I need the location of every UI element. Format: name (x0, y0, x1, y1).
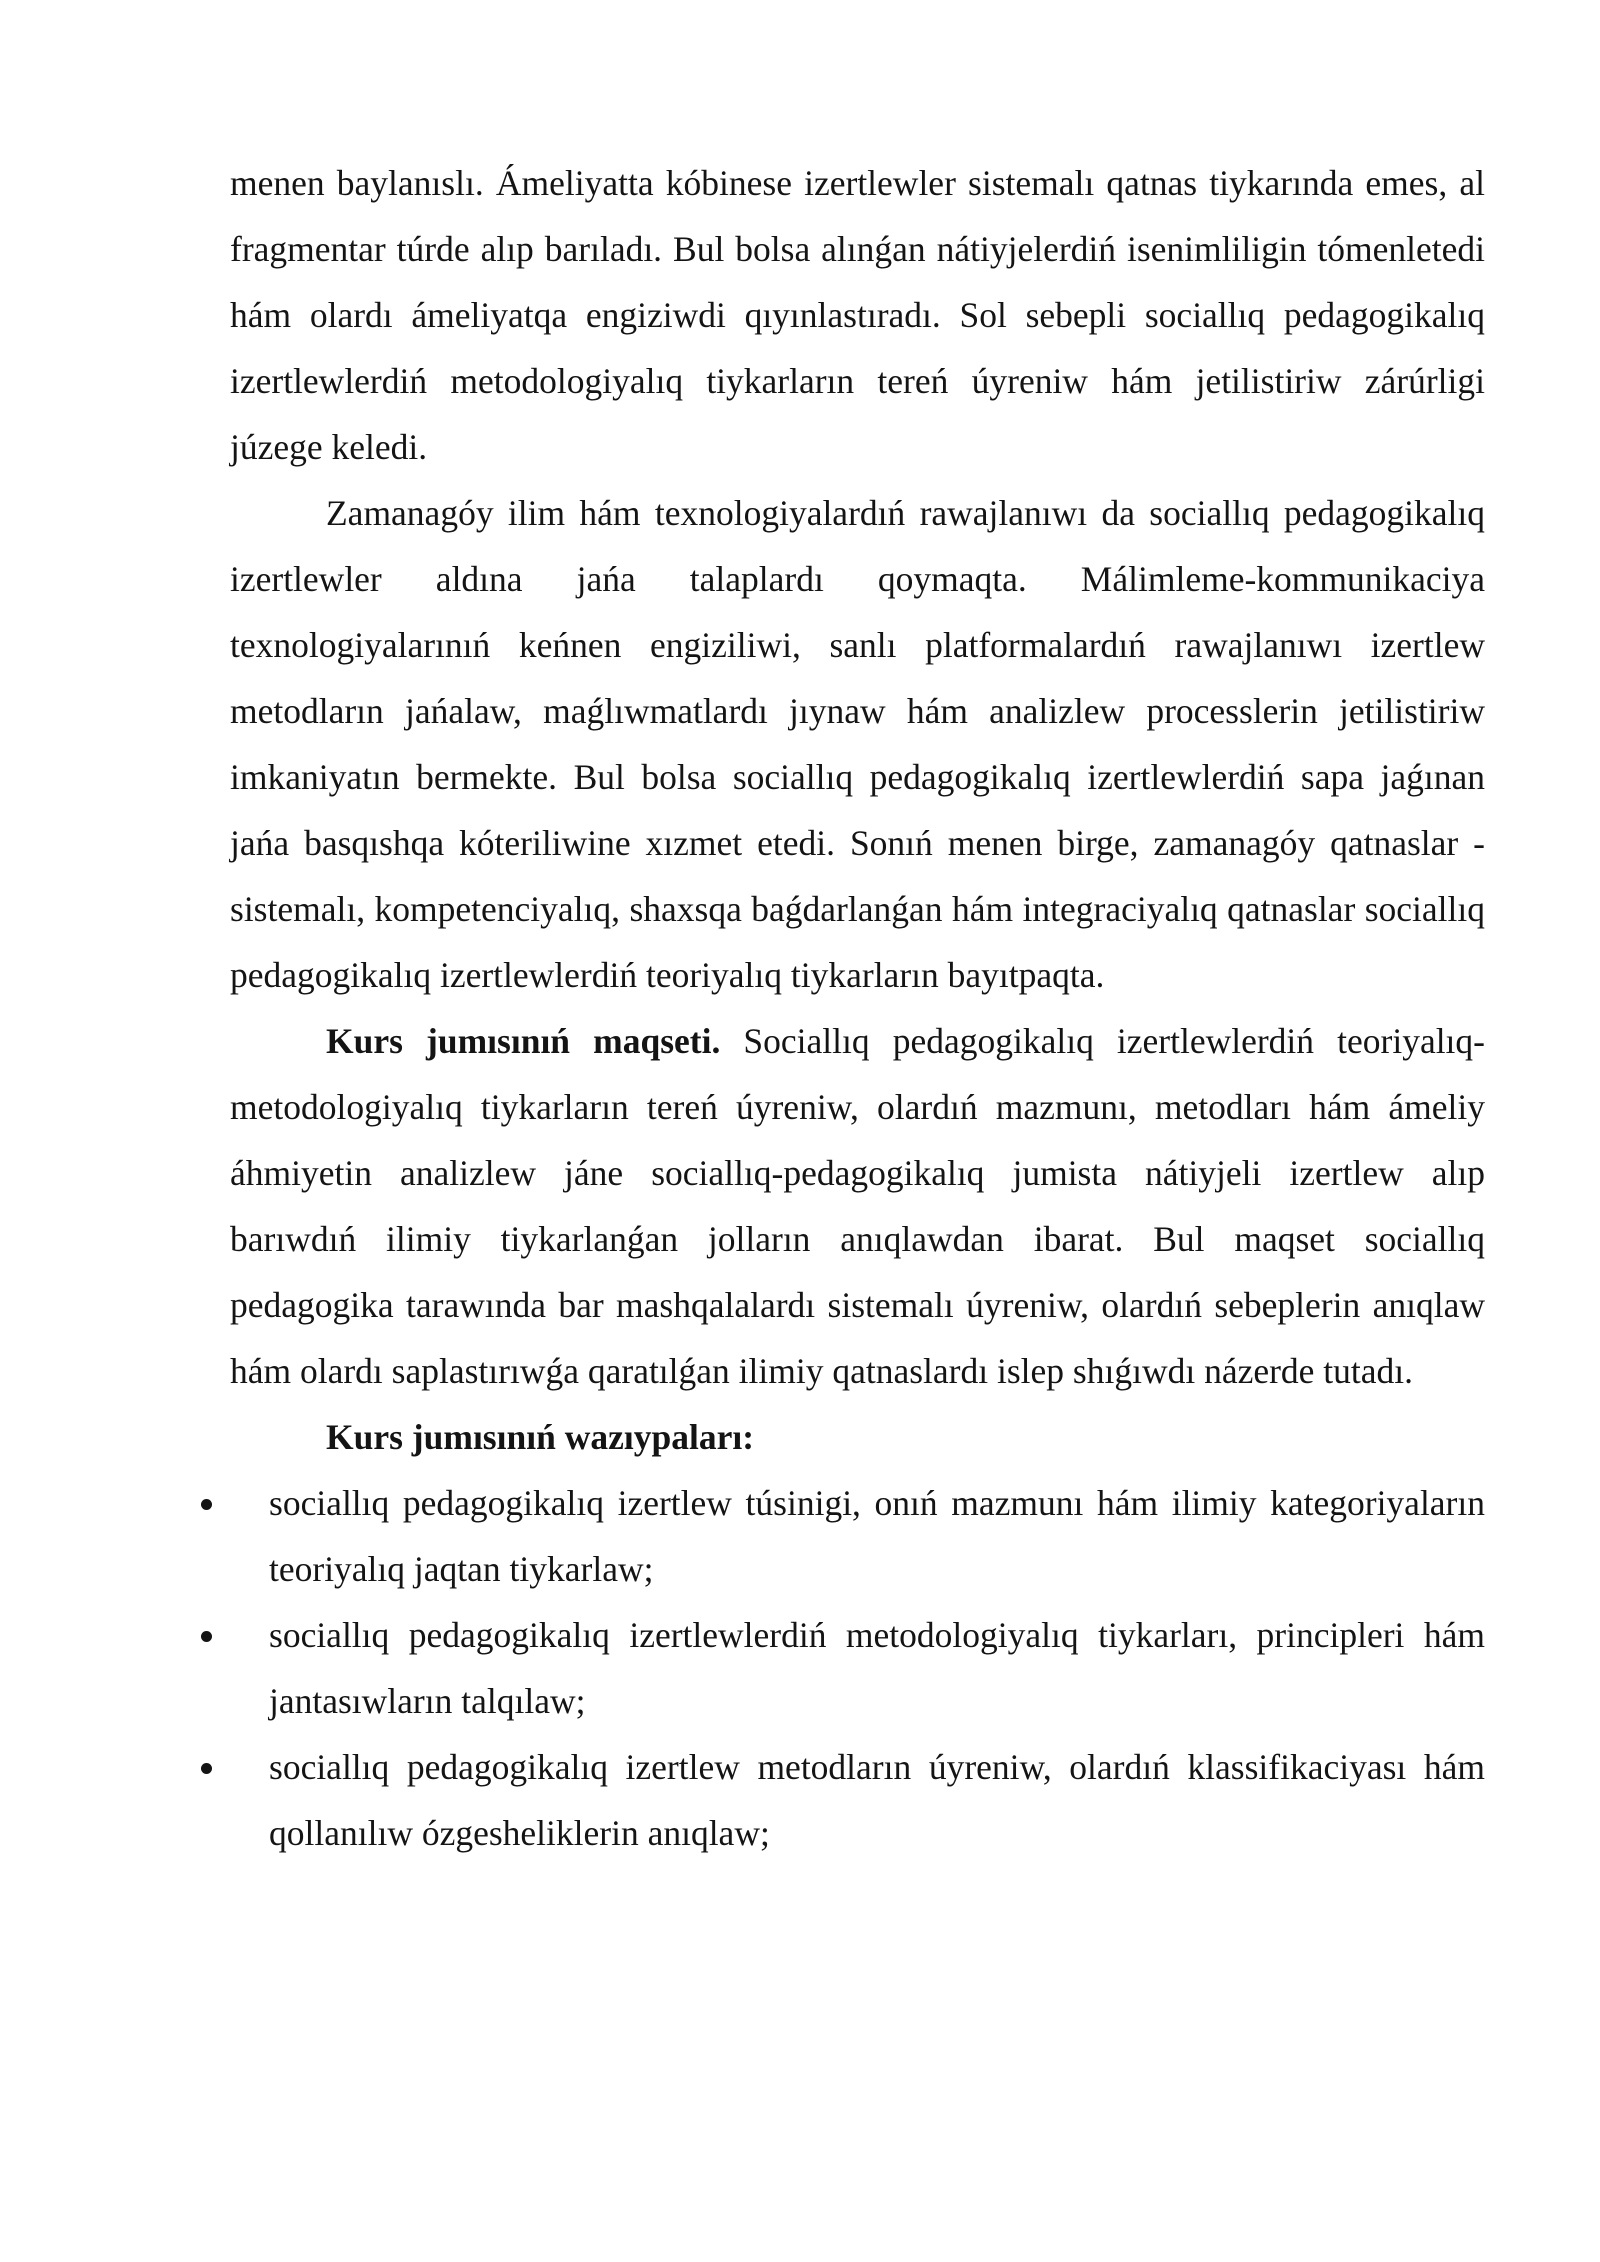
list-item (230, 1470, 1485, 1602)
task-text: sociallıq pedagogikalıq izertlewlerdiń metodologiyalıq tiykarları, principleri hám jantasıwların talqılaw; (269, 1615, 1485, 1721)
course-goal-text: Sociallıq pedagogikalıq izertlewlerdiń teoriyalıq-metodologiyalıq tiykarların tereń úyreniw, olardıń mazmunı, metodları hám ámeliy áhmiyetin analizlew jáne sociallıq-pedagogikalıq jumista nátiyjeli izertlew alıp barıwdıń ilimiy tiykarlanǵan jolların anıqlawdan ibarat. Bul maqset sociallıq pedagogika tarawında bar mashqalalardı sistemalı úyreniw, olardıń sebeplerin anıqlaw hám olardı saplastırıwǵa qaratılǵan ilimiy qatnaslardı islep shıǵıwdı názerde tutadı. (230, 1021, 1485, 1391)
bullet-icon (201, 1763, 212, 1774)
document-body (230, 150, 1485, 1866)
paragraph-modern-science: Zamanagóy ilim hám texnologiyalardıń rawajlanıwı da sociallıq pedagogikalıq izertlewler aldına jańa talaplardı qoymaqta. Málimleme-kommunikaciya texnologiyalarınıń keńnen engiziliwi, sanlı platformalardıń rawajlanıwı izertlew metodların jańalaw, maǵlıwmatlardı jıynaw hám analizlew processlerin jetilistiriw imkaniyatın bermekte. Bul bolsa sociallıq pedagogikalıq izertlewlerdiń sapa jaǵınan jańa basqıshqa kóteriliwine xızmet etedi. Sonıń menen birge, zamanagóy qatnaslar - sistemalı, kompetenciyalıq, shaxsqa baǵdarlanǵan hám integraciyalıq qatnaslar sociallıq pedagogikalıq izertlewlerdiń teoriyalıq tiykarların bayıtpaqta. (230, 493, 1485, 995)
tasks-list (230, 1470, 1485, 1866)
course-goal-heading: Kurs jumısınıń maqseti. (326, 1021, 721, 1061)
list-item (230, 1734, 1485, 1866)
task-text: sociallıq pedagogikalıq izertlew túsinigi, onıń mazmunı hám ilimiy kategoriyaların teoriyalıq jaqtan tiykarlaw; (269, 1483, 1485, 1589)
paragraph-continuation: menen baylanıslı. Ámeliyatta kóbinese izertlewler sistemalı qatnas tiykarında emes, al fragmentar túrde alıp barıladı. Bul bolsa alınǵan nátiyjelerdiń isenimliligin tómenletedi hám olardı ámeliyatqa engiziwdi qıyınlastıradı. Sol sebepli sociallıq pedagogikalıq izertlewlerdiń metodologiyalıq tiykarların tereń úyreniw hám jetilistiriw zárúrligi júzege keledi. (230, 163, 1485, 467)
bullet-icon (201, 1499, 212, 1510)
paragraph-course-goal (230, 1008, 1485, 1404)
list-item (230, 1602, 1485, 1734)
task-text: sociallıq pedagogikalıq izertlew metodların úyreniw, olardıń klassifikaciyası hám qollanılıw ózgesheliklerin anıqlaw; (269, 1747, 1485, 1853)
bullet-icon (201, 1631, 212, 1642)
tasks-heading: Kurs jumısınıń wazıypaları: (326, 1417, 755, 1457)
